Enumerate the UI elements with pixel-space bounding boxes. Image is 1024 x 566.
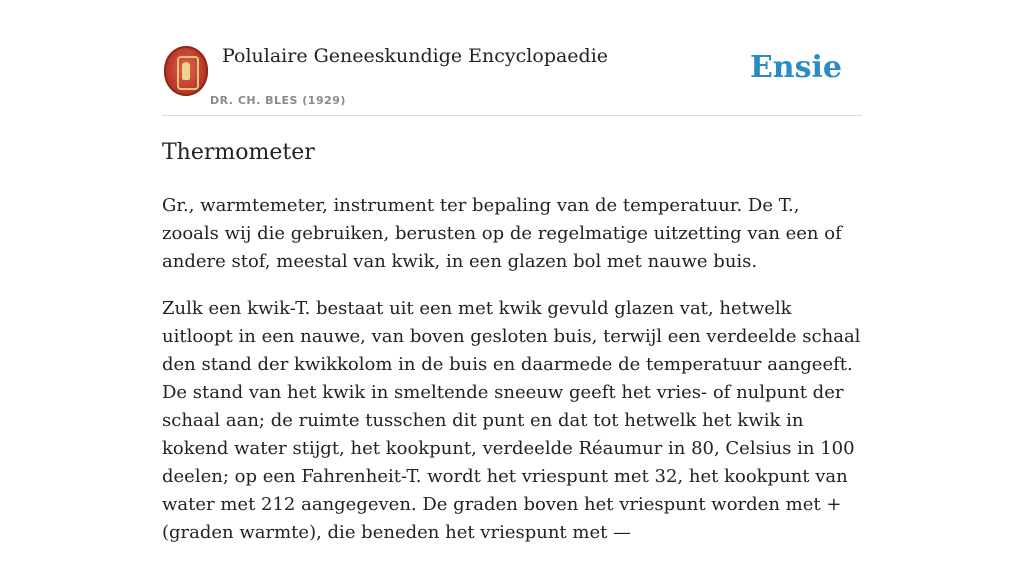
logo-figure	[182, 62, 190, 80]
book-meta: DR. CH. BLES (1929)	[210, 94, 346, 107]
entry-paragraph: Gr., warmtemeter, instrument ter bepaling van de temperatuur. De T., zooals wij die gebruiken, berusten op de regelmatige uitzetting van een of andere stof, meestal van kwik, in een glazen bol met nauwe buis.	[162, 195, 842, 272]
page-container	[162, 0, 862, 543]
header	[162, 0, 862, 116]
entry-body	[162, 192, 862, 566]
book-title[interactable]: Polulaire Geneeskundige Encyclopaedie	[222, 45, 609, 67]
book-cover-icon[interactable]	[164, 46, 208, 96]
brand-logo[interactable]: Ensie	[749, 50, 842, 85]
entry-paragraph: Zulk een kwik-T. bestaat uit een met kwik gevuld glazen vat, hetwelk uitloopt in een nauwe, van boven gesloten buis, terwijl een verdeelde schaal den stand der kwikkolom in de buis en daarmede de temperatuur aangeeft. De stand van het kwik in smeltende sneeuw geeft het vries- of nulpunt der schaal aan; de ruimte tusschen dit punt en dat tot hetwelk het kwik in kokend water stijgt, het kookpunt, verdeelde Réaumur in 80, Celsius in 100 deelen; op een Fahrenheit-T. wordt het vriespunt met 32, het kookpunt van water met 212 aangegeven. De graden boven het vriespunt worden met + (graden warmte), die beneden het vriespunt met —	[162, 298, 861, 543]
entry-title: Thermometer	[162, 140, 315, 165]
